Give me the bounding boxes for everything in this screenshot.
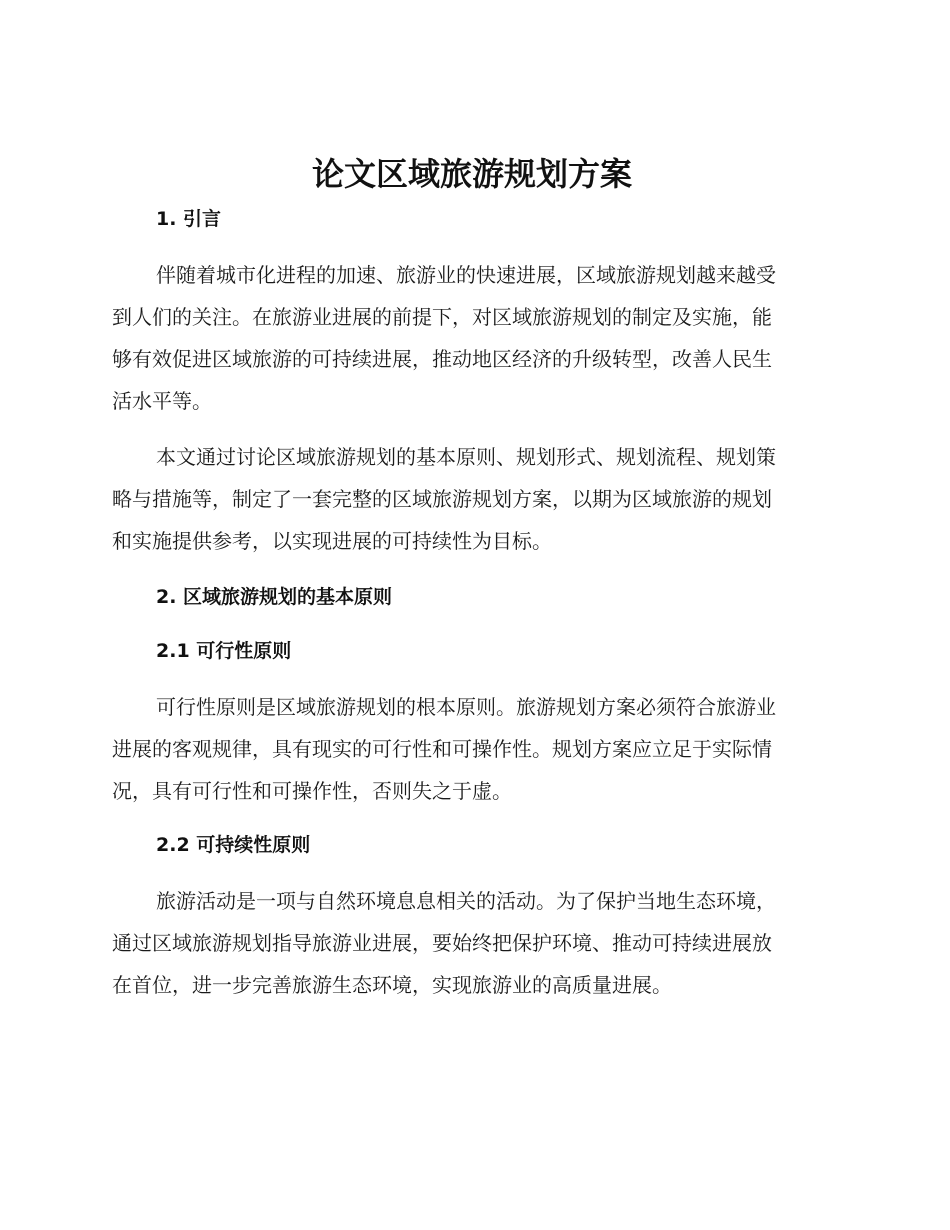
paragraph-line: 旅游活动是一项与自然环境息息相关的活动。为了保护当地生态环境， xyxy=(156,889,776,913)
paragraph-introduction-2 xyxy=(112,436,832,562)
paragraph-feasibility xyxy=(112,686,832,812)
paragraph-line: 况，具有可行性和可操作性，否则失之于虚。 xyxy=(112,779,512,803)
paragraph-introduction-1 xyxy=(112,254,832,422)
paragraph-line: 略与措施等，制定了一套完整的区域旅游规划方案，以期为区域旅游的规划 xyxy=(112,487,772,511)
paragraph-line: 够有效促进区域旅游的可持续进展，推动地区经济的升级转型，改善人民生 xyxy=(112,347,772,371)
paragraph-line: 在首位，进一步完善旅游生态环境，实现旅游业的高质量进展。 xyxy=(112,973,672,997)
paragraph-line: 到人们的关注。在旅游业进展的前提下，对区域旅游规划的制定及实施，能 xyxy=(112,305,772,329)
section-heading-introduction: 1. 引言 xyxy=(156,208,222,230)
paragraph-line: 活水平等。 xyxy=(112,389,212,413)
paragraph-line: 本文通过讨论区域旅游规划的基本原则、规划形式、规划流程、规划策 xyxy=(156,445,776,469)
paragraph-sustainability xyxy=(112,880,832,1006)
section-heading-sustainability: 2.2 可持续性原则 xyxy=(156,834,311,856)
paragraph-line: 可行性原则是区域旅游规划的根本原则。旅游规划方案必须符合旅游业 xyxy=(156,695,776,719)
paragraph-line: 进展的客观规律，具有现实的可行性和可操作性。规划方案应立足于实际情 xyxy=(112,737,772,761)
section-heading-basic-principles: 2. 区域旅游规划的基本原则 xyxy=(156,586,393,608)
section-heading-feasibility: 2.1 可行性原则 xyxy=(156,640,292,662)
paragraph-line: 和实施提供参考，以实现进展的可持续性为目标。 xyxy=(112,529,552,553)
paragraph-line: 通过区域旅游规划指导旅游业进展，要始终把保护环境、推动可持续进展放 xyxy=(112,931,772,955)
document-title: 论文区域旅游规划方案 xyxy=(311,155,632,193)
paragraph-line: 伴随着城市化进程的加速、旅游业的快速进展，区域旅游规划越来越受 xyxy=(156,263,776,287)
